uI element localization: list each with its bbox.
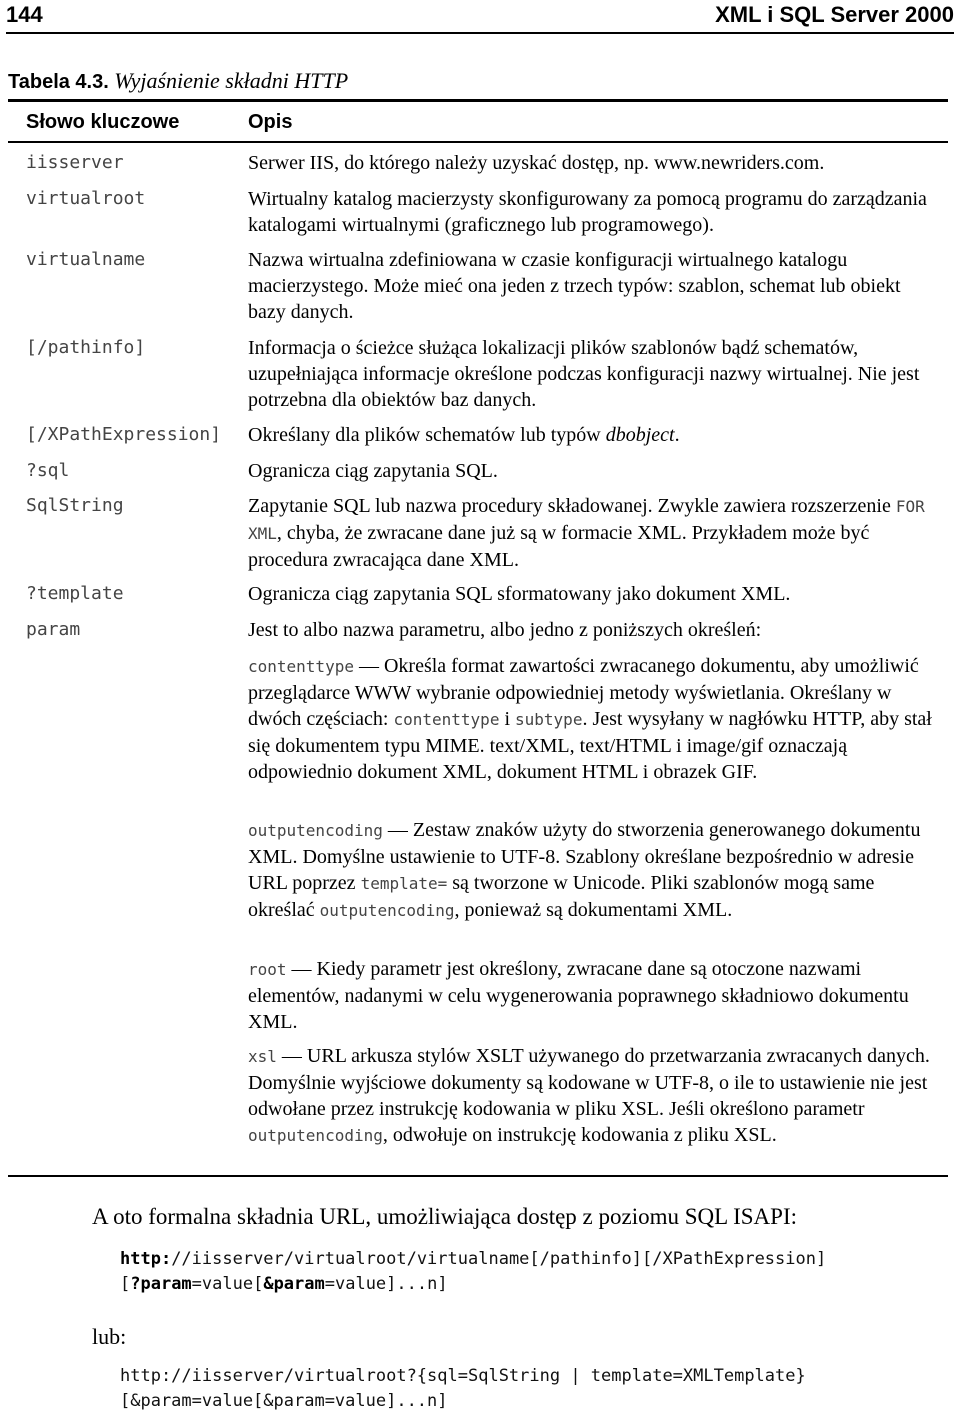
description-text: są tworzone w Unicode. Pliki szablonów mogą same określać xyxy=(248,872,875,921)
inline-code: outputencoding xyxy=(248,1126,383,1145)
intro-paragraph: A oto formalna składnia URL, umożliwiająca dostęp z poziomu SQL ISAPI: xyxy=(92,1204,797,1229)
description-emphasis: dbobject xyxy=(605,424,675,446)
description-text: . Jest wysyłany w nagłówku HTTP, aby stał się dokumentem typu MIME. text/XML, text/HTML i image/gif oznaczają odpowiednio dokument XML, dokument HTML i obrazek GIF. xyxy=(248,708,932,783)
keyword-cell: virtualroot xyxy=(26,188,146,209)
inline-code: contenttype xyxy=(393,710,500,729)
url-line xyxy=(120,1247,826,1272)
url-line: http://iisserver/virtualroot?{sql=SqlString | template=XMLTemplate} xyxy=(120,1366,806,1386)
description-cell xyxy=(248,422,940,448)
page-number: 144 xyxy=(6,2,43,27)
inline-code: contenttype xyxy=(248,657,354,676)
book-title: XML i SQL Server 2000 xyxy=(715,2,954,27)
param-item-outputencoding xyxy=(248,817,940,924)
description-text: , ponieważ są dokumentami XML. xyxy=(454,899,733,921)
column-header-keyword: Słowo kluczowe xyxy=(26,111,180,133)
description-text: , odwołuje on instrukcję kodowania z pliku XSL. xyxy=(382,1124,777,1146)
url-syntax-1 xyxy=(120,1247,826,1297)
keyword-cell: ?sql xyxy=(26,460,70,481)
inline-code: outputencoding xyxy=(248,821,383,840)
inline-code: FOR XML xyxy=(248,497,925,543)
table-title: Wyjaśnienie składni HTTP xyxy=(114,68,349,93)
keyword-cell: virtualname xyxy=(26,249,146,270)
inline-code: root xyxy=(248,960,287,979)
description-text: — Kiedy parametr jest określony, zwracane dane są otoczone nazwami elementów, nadanymi w celu wygenerowania poprawnego składniowo dokumentu XML. xyxy=(248,958,909,1033)
keyword-cell: [/XPathExpression] xyxy=(26,424,222,445)
table-header-rule xyxy=(8,141,948,143)
description-cell: Serwer IIS, do którego należy uzyskać dostęp, np. www.newriders.com. xyxy=(248,152,825,174)
url-part: =value[ xyxy=(191,1274,264,1294)
inline-code: outputencoding xyxy=(319,901,455,920)
url-line xyxy=(120,1272,826,1297)
keyword-cell: param xyxy=(26,619,81,640)
table-label: Tabela 4.3. xyxy=(8,71,109,93)
description-text: — URL arkusza stylów XSLT używanego do przetwarzania zwracanych danych. Domyślnie wyjściowe dokumenty są kodowane w UTF-8, o ile to ustawienie nie jest odwołane przez instrukcję kodowania w pliku XSL. Jeśli określono parametr xyxy=(248,1045,930,1120)
url-part: [ xyxy=(120,1274,131,1294)
description-cell: Ogranicza ciąg zapytania SQL sformatowany jako dokument XML. xyxy=(248,583,791,605)
description-cell: Informacja o ścieżce służąca lokalizacji plików szablonów bądź schematów, uzupełniająca informacje określone podczas konfiguracji nazwy wirtualnej. Nie jest potrzebna dla obiektów baz danych. xyxy=(248,337,920,411)
or-label: lub: xyxy=(92,1324,127,1349)
url-syntax-2 xyxy=(120,1364,806,1414)
page-header xyxy=(6,0,954,34)
description-cell: Wirtualny katalog macierzysty skonfigurowany za pomocą programu do zarządzania katalogami wirtualnymi (graficznego lub programowego). xyxy=(248,188,927,236)
description-cell: Nazwa wirtualna zdefiniowana w czasie konfiguracji wirtualnego katalogu macierzystego. Może mieć ona jeden z trzech typów: szablon, schemat lub obiekt bazy danych. xyxy=(248,249,901,323)
column-header-description: Opis xyxy=(248,111,293,133)
url-line: [&param=value[&param=value]...n] xyxy=(120,1391,448,1411)
url-bold-part: http: xyxy=(120,1249,172,1269)
inline-code: xsl xyxy=(248,1047,277,1066)
table-caption xyxy=(8,68,348,94)
description-text: , chyba, że zwracane dane już są w formacie XML. Przykładem może być procedura zwracająca dane XML. xyxy=(248,522,870,571)
keyword-cell: SqlString xyxy=(26,495,124,516)
keyword-cell: [/pathinfo] xyxy=(26,337,146,358)
param-item-root xyxy=(248,956,940,1035)
inline-code: subtype xyxy=(515,710,583,729)
param-item-xsl xyxy=(248,1043,940,1149)
param-item-contenttype xyxy=(248,653,940,785)
description-cell: Jest to albo nazwa parametru, albo jedno z poniższych określeń: xyxy=(248,619,762,641)
table-top-rule xyxy=(8,99,948,102)
keyword-cell: iisserver xyxy=(26,152,124,173)
inline-code: template= xyxy=(360,874,448,893)
url-part: //iisserver/virtualroot/virtualname[/pathinfo][/XPathExpression] xyxy=(171,1249,827,1269)
description-cell: Ogranicza ciąg zapytania SQL. xyxy=(248,460,498,482)
description-text: — Określa format zawartości zwracanego dokumentu, aby umożliwić przeglądarce WWW wybranie odpowiedniej metody wyświetlania. Określany w dwóch częściach: xyxy=(248,655,919,730)
keyword-cell: ?template xyxy=(26,583,124,604)
description-text: . xyxy=(674,424,680,446)
description-cell xyxy=(248,493,940,573)
description-text: — Zestaw znaków użyty do stworzenia generowanego dokumentu XML. Domyślne ustawienie to UTF-8. Szablony określane bezpośrednio w adresie URL poprzez xyxy=(248,819,921,894)
url-bold-part: &param xyxy=(263,1274,325,1294)
description-text: i xyxy=(499,708,516,730)
description-text: Określany dla plików schematów lub typów xyxy=(248,424,606,446)
url-bold-part: ?param xyxy=(130,1274,192,1294)
url-part: =value]...n] xyxy=(324,1274,448,1294)
table-bottom-rule xyxy=(8,1175,948,1177)
description-text: Zapytanie SQL lub nazwa procedury składowanej. Zwykle zawiera rozszerzenie xyxy=(248,495,896,517)
